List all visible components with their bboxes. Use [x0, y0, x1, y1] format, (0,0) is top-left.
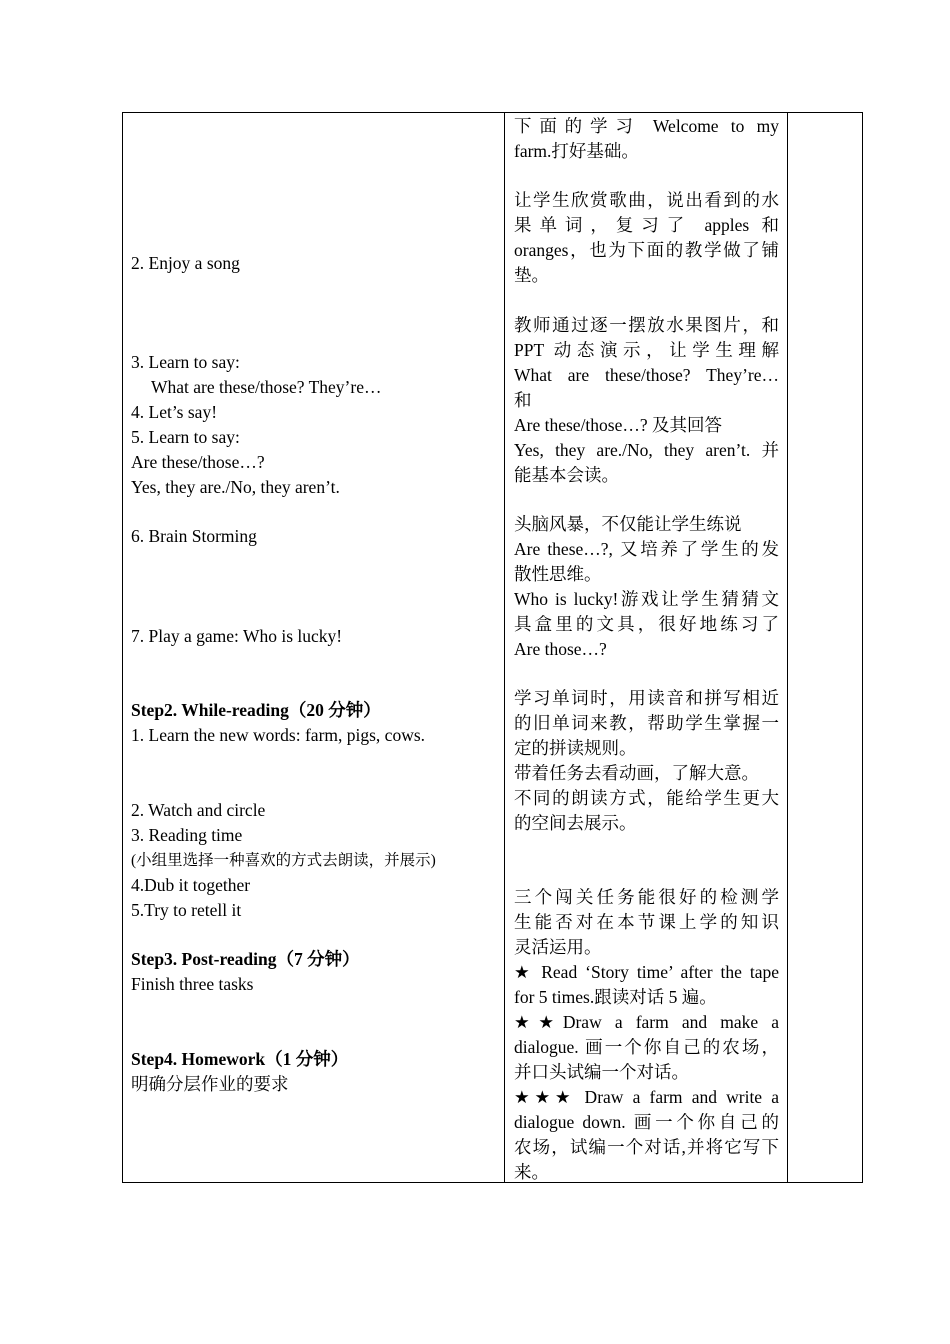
intent-line: Are those…?	[514, 639, 607, 659]
step-learn-say-1: 3. Learn to say:	[131, 352, 240, 372]
step-lets-say: 4. Let’s say!	[131, 402, 218, 422]
intent-song	[514, 188, 779, 288]
reading-time-note: (小组里选择一种喜欢的方式去朗读，并展示)	[131, 852, 436, 869]
intent-line: dialogue down. 画一个你自己的	[514, 1112, 779, 1132]
intent-line: 果单词，复习了 apples 和	[514, 215, 779, 235]
intent-line: 头脑风暴，不仅能让学生练说	[514, 514, 742, 534]
intent-line: 让学生欣赏歌曲，说出看到的水	[514, 190, 779, 210]
intent-line: 下面的学习 Welcome to my	[514, 116, 779, 136]
lesson-table	[122, 112, 863, 1183]
intent-line: dialogue. 画一个你自己的农场，	[514, 1037, 779, 1057]
intent-line: Who is lucky!游戏让学生猜猜文	[514, 589, 779, 609]
intent-line: 农场，试编一个对话,并将它写下	[514, 1137, 779, 1157]
intent-line: 不同的朗读方式，能给学生更大	[514, 788, 779, 808]
intent-line: Yes, they are./No, they aren’t. 并	[514, 440, 779, 460]
intent-while-reading	[514, 686, 779, 836]
intent-line: What are these/those? They’re…	[514, 365, 779, 385]
task-one-star: ★ Read ‘Story time’ after the tape	[514, 962, 779, 982]
intent-line: 灵活运用。	[514, 937, 602, 957]
intent-line: 能基本会读。	[514, 465, 619, 485]
step-new-words: 1. Learn the new words: farm, pigs, cows.	[131, 725, 426, 745]
intent-line: 的空间去展示。	[514, 813, 637, 833]
step-learn-say-2: 5. Learn to say:	[131, 427, 240, 447]
intent-line: 散性思维。	[514, 564, 602, 584]
intent-line: 生能否对在本节课上学的知识	[514, 912, 779, 932]
column-divider-2	[787, 113, 788, 1182]
intent-learn-say	[514, 313, 779, 488]
step-dub: 4.Dub it together	[131, 875, 251, 895]
intent-line: 定的拼读规则。	[514, 738, 637, 758]
intent-welcome	[514, 114, 779, 164]
intent-line: 具盒里的文具，很好地练习了	[514, 614, 779, 634]
intent-line: Are these…?, 又培养了学生的发	[514, 539, 779, 559]
step-reading-time: 3. Reading time	[131, 825, 243, 845]
intent-line: 垫。	[514, 265, 549, 285]
column-divider-1	[504, 113, 505, 1182]
step2-heading: Step2. While-reading（20 分钟）	[131, 700, 381, 720]
step-watch-circle: 2. Watch and circle	[131, 800, 266, 820]
intent-post-reading	[514, 885, 779, 1185]
step-learn-say-2-answer: Yes, they are./No, they aren’t.	[131, 477, 340, 497]
intent-line: 的旧单词来教，帮助学生掌握一	[514, 713, 779, 733]
intent-line: 并口头试编一个对话。	[514, 1062, 689, 1082]
intent-line: oranges，也为下面的教学做了铺	[514, 240, 779, 260]
intent-line: farm.打好基础。	[514, 141, 639, 161]
intent-game	[514, 587, 779, 662]
step-retell: 5.Try to retell it	[131, 900, 242, 920]
intent-line: 和	[514, 390, 532, 410]
step-brain-storming: 6. Brain Storming	[131, 526, 257, 546]
step-enjoy-song: 2. Enjoy a song	[131, 253, 240, 273]
step-finish-tasks: Finish three tasks	[131, 974, 254, 994]
step-play-game: 7. Play a game: Who is lucky!	[131, 626, 343, 646]
intent-line: PPT 动态演示，让学生理解	[514, 340, 779, 360]
intent-line: 学习单词时，用读音和拼写相近	[514, 688, 779, 708]
step-learn-say-1-question: What are these/those? They’re…	[151, 377, 382, 397]
intent-line: 教师通过逐一摆放水果图片，和	[514, 315, 779, 335]
intent-line: 三个闯关任务能很好的检测学	[514, 887, 779, 907]
homework-note: 明确分层作业的要求	[131, 1074, 289, 1094]
intent-brain-storming	[514, 512, 779, 587]
step-learn-say-2-question: Are these/those…?	[131, 452, 265, 472]
task-two-star: ★★Draw a farm and make a	[514, 1012, 779, 1032]
intent-line: 来。	[514, 1162, 549, 1182]
step3-heading: Step3. Post-reading（7 分钟）	[131, 949, 360, 969]
intent-line: 带着任务去看动画，了解大意。	[514, 763, 759, 783]
task-three-star: ★★★ Draw a farm and write a	[514, 1087, 779, 1107]
intent-line: for 5 times.跟读对话 5 遍。	[514, 987, 717, 1007]
intent-line: Are these/those…? 及其回答	[514, 415, 723, 435]
step4-heading: Step4. Homework（1 分钟）	[131, 1049, 349, 1069]
